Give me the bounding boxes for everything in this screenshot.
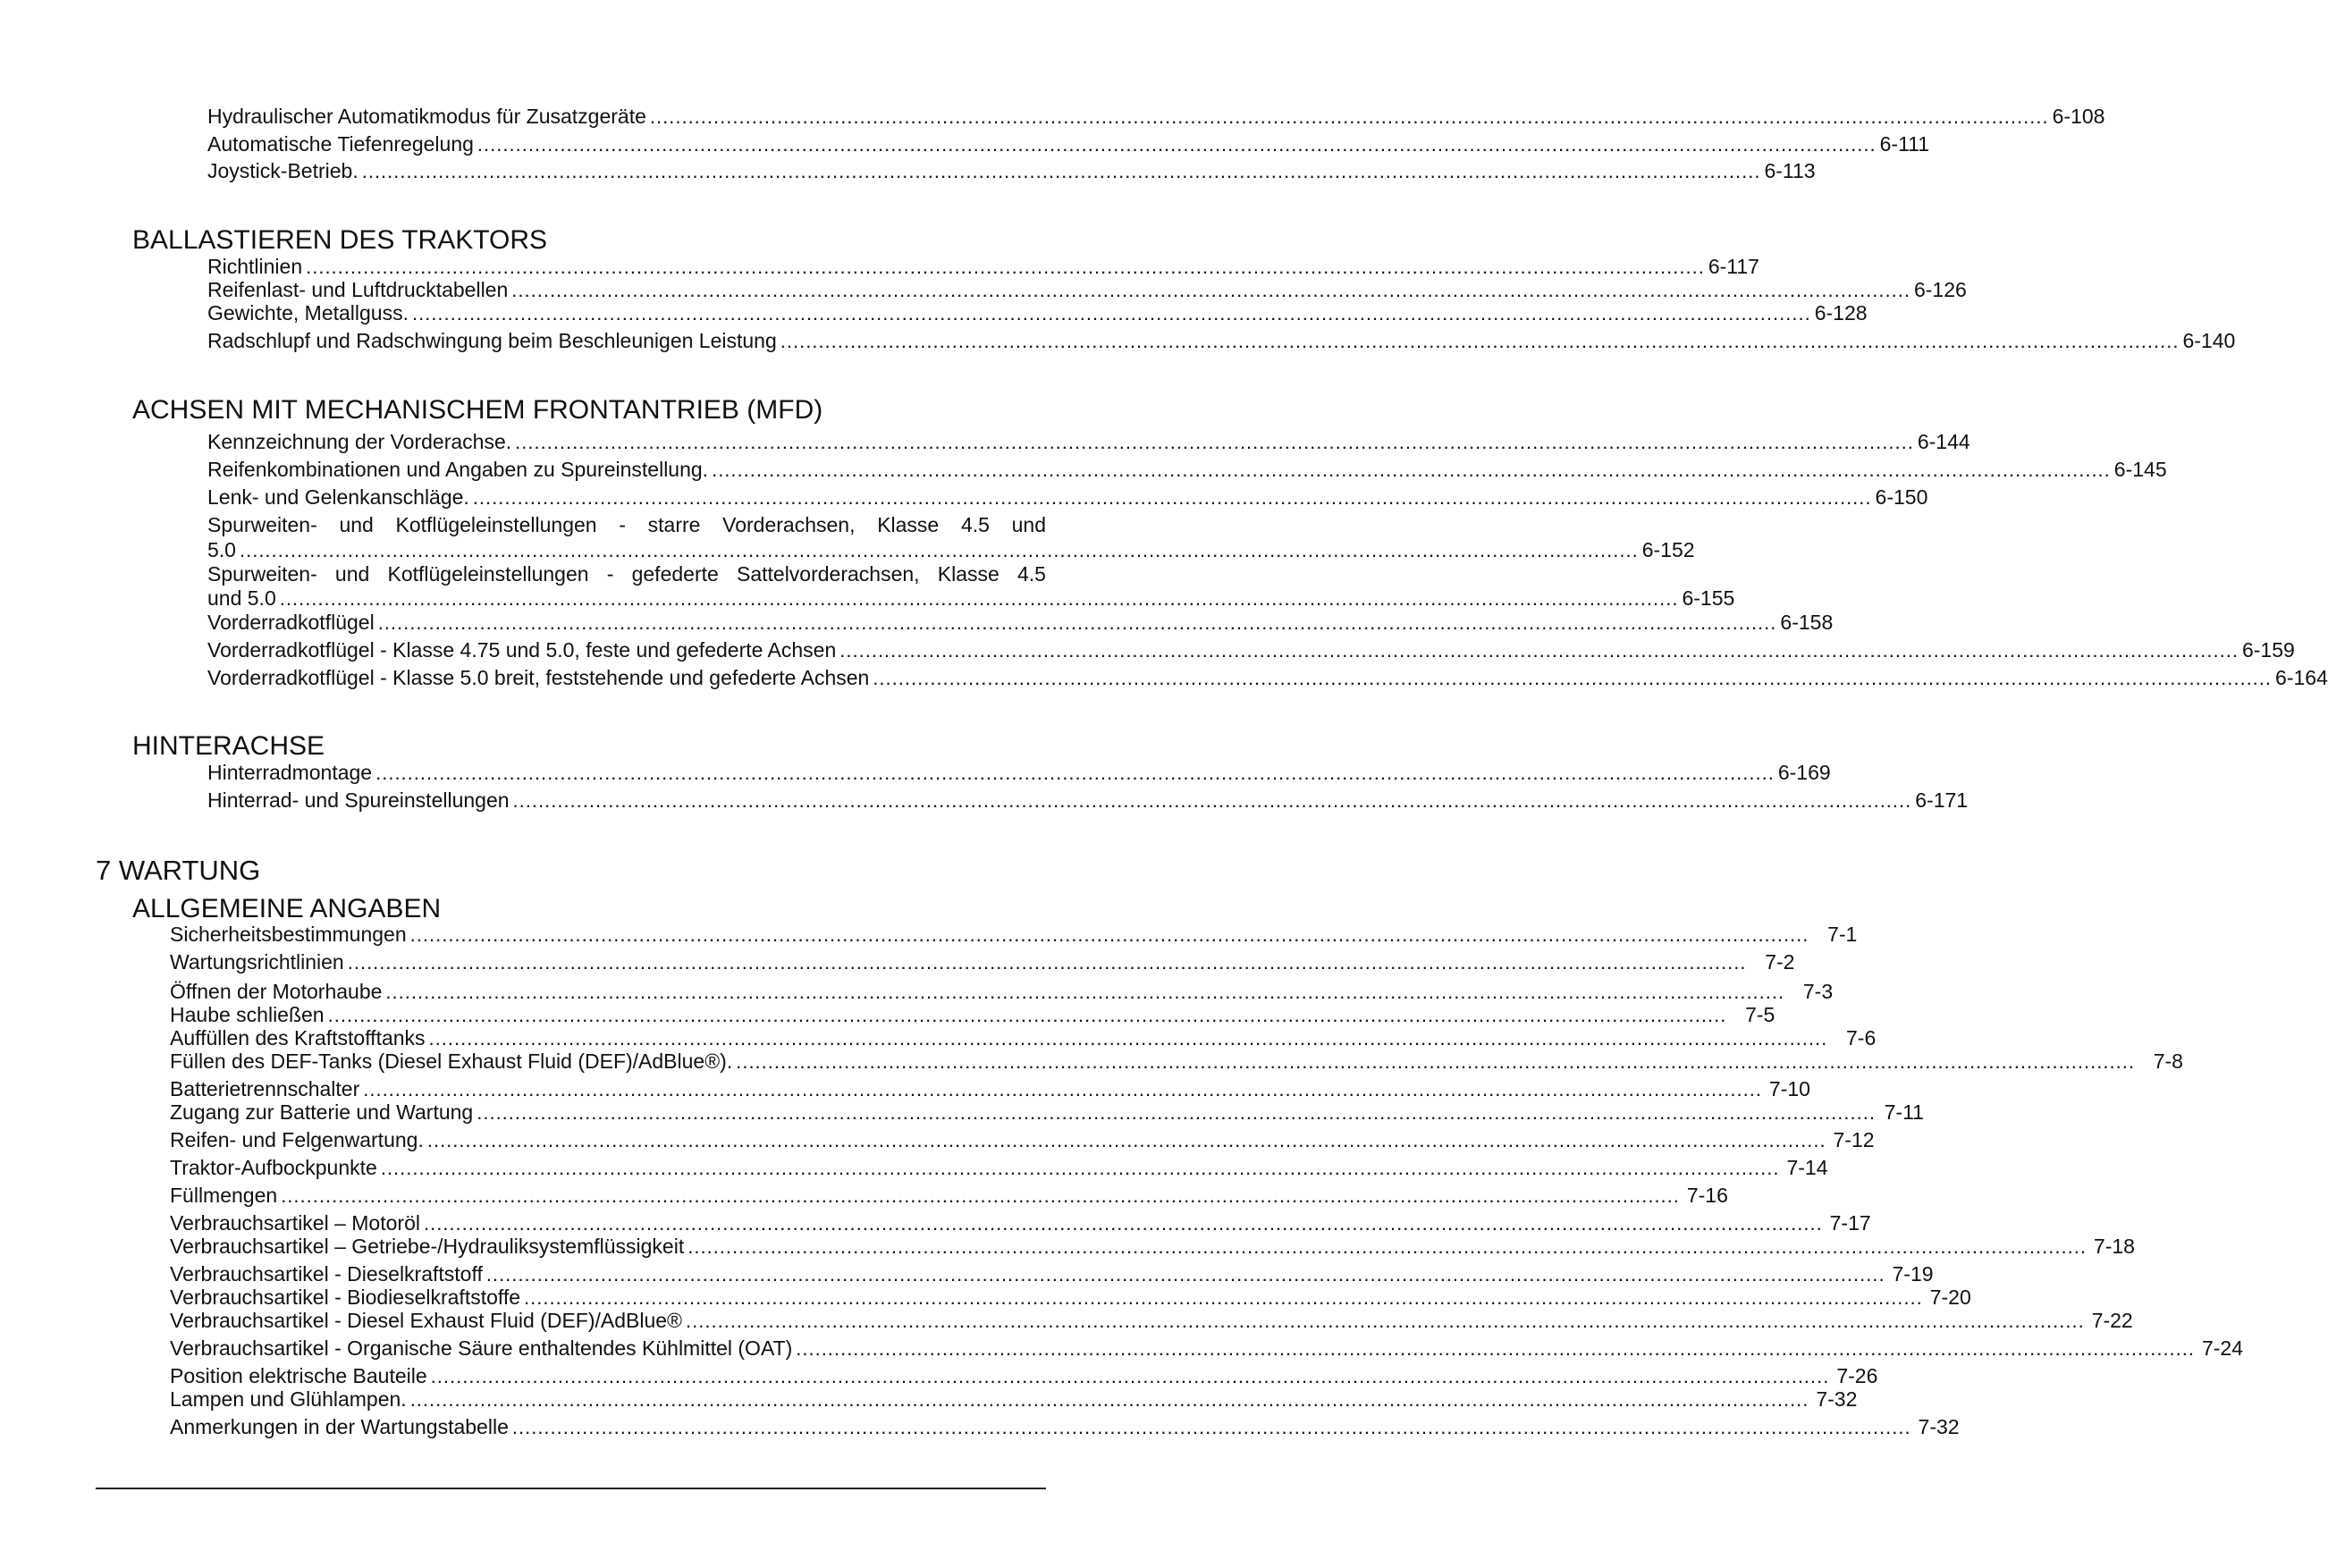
dot-leader: ............................................................................................................................................................................................................................ [796, 1337, 2196, 1360]
dot-leader: ............................................................................................................................................................................................................................ [347, 951, 1747, 974]
toc-entry-page: 6-159 [2241, 638, 2295, 662]
section-heading-mfd: ACHSEN MIT MECHANISCHEM FRONTANTRIEB (MFD) [132, 395, 823, 425]
toc-entry-page: 7-5 [1745, 1003, 1776, 1026]
dot-leader: ............................................................................................................................................................................................................................ [239, 539, 1639, 561]
toc-entry-page: 6-145 [2113, 458, 2167, 481]
toc-entry-page: 6-126 [1913, 278, 1967, 301]
toc-entry-title: Lampen und Glühlampen. [170, 1387, 407, 1411]
word: 4.5 [1016, 562, 1046, 586]
dot-leader: ............................................................................................................................................................................................................................ [361, 160, 1761, 182]
toc-entry[interactable] [207, 788, 1969, 814]
toc-entry-title: Radschlupf und Radschwingung beim Beschleunigen Leistung [207, 329, 777, 352]
toc-entry[interactable] [170, 979, 1834, 1005]
toc-entry-page: 7-24 [2201, 1336, 2244, 1360]
toc-entry-title: Kennzeichnung der Vorderachse. [207, 430, 512, 453]
chapter-heading: 7 WARTUNG [96, 855, 261, 886]
toc-entry-title: Auffüllen des Kraftstofftanks [170, 1026, 426, 1050]
toc-entry[interactable] [170, 1308, 2133, 1334]
dot-leader: ............................................................................................................................................................................................................................ [375, 762, 1775, 784]
toc-entry[interactable] [170, 1049, 2183, 1075]
dot-leader: ............................................................................................................................................................................................................................ [380, 1157, 1780, 1179]
toc-entry-title: Vorderradkotflügel [207, 611, 375, 634]
dot-leader: ............................................................................................................................................................................................................................ [377, 611, 1777, 634]
dot-leader: ............................................................................................................................................................................................................................ [780, 330, 2180, 352]
toc-entry-page: 6-171 [1915, 788, 1969, 812]
toc-entry-page: 6-117 [1708, 255, 1759, 278]
toc-entry[interactable] [207, 485, 1928, 510]
toc-entry-page: 7-2 [1765, 950, 1795, 974]
toc-entry-title: Verbrauchsartikel - Biodieselkraftstoffe [170, 1286, 521, 1309]
dot-leader: ............................................................................................................................................................................................................................ [428, 1027, 1828, 1050]
word: und [334, 562, 370, 586]
dot-leader: ............................................................................................................................................................................................................................ [430, 1365, 1830, 1387]
toc-entry-title: Hydraulischer Automatikmodus für Zusatzgeräte [207, 105, 646, 128]
dot-leader: ............................................................................................................................................................................................................................ [472, 486, 1872, 509]
toc-entry-title: Füllmengen [170, 1184, 278, 1207]
dot-leader: ............................................................................................................................................................................................................................ [873, 667, 2273, 689]
toc-entry-title: Füllen des DEF-Tanks (Diesel Exhaust Fluid (DEF)/AdBlue®). [170, 1050, 733, 1073]
toc-entry-title: Hinterrad- und Spureinstellungen [207, 788, 510, 812]
toc-entry-title: Reifen- und Felgenwartung. [170, 1128, 424, 1151]
dot-leader: ............................................................................................................................................................................................................................ [306, 256, 1705, 278]
toc-entry[interactable] [170, 1210, 1871, 1236]
toc-entry-title: Richtlinien [207, 255, 303, 278]
dot-leader: ............................................................................................................................................................................................................................ [511, 1416, 1911, 1438]
toc-entry-title: Batterietrennschalter [170, 1077, 360, 1100]
dot-leader: ............................................................................................................................................................................................................................ [839, 639, 2239, 662]
toc-entry-page: 6-144 [1917, 430, 1970, 453]
toc-entry-page: 6-113 [1764, 159, 1816, 182]
dot-leader: ............................................................................................................................................................................................................................ [423, 1212, 1823, 1235]
word: - [606, 562, 614, 586]
toc-entry[interactable] [170, 1414, 1960, 1440]
word: Klasse [937, 562, 1000, 586]
toc-entry-page: 6-150 [1875, 485, 1928, 509]
toc-entry-wrapped-line[interactable] [207, 512, 1046, 537]
toc-entry[interactable] [170, 1100, 1924, 1125]
toc-entry-page: 6-152 [1641, 538, 1695, 561]
toc-entry-page: 6-169 [1777, 761, 1831, 784]
toc-entry-page: 6-155 [1682, 586, 1735, 610]
dot-leader: ............................................................................................................................................................................................................................ [279, 587, 1679, 610]
toc-entry-title: Lenk- und Gelenkanschläge. [207, 485, 469, 509]
toc-entry-title: Anmerkungen in der Wartungstabelle [170, 1415, 509, 1438]
toc-entry-title: Verbrauchsartikel - Dieselkraftstoff [170, 1262, 483, 1286]
toc-entry[interactable] [207, 254, 1759, 280]
dot-leader: ............................................................................................................................................................................................................................ [426, 1129, 1826, 1151]
toc-entry-page: 7-14 [1786, 1156, 1828, 1179]
word: und [339, 513, 374, 536]
toc-entry-title: Öffnen der Motorhaube [170, 980, 383, 1003]
word: Spurweiten- [207, 513, 317, 536]
toc-entry-page: 7-3 [1802, 980, 1834, 1003]
toc-entry[interactable] [207, 429, 1970, 455]
toc-entry[interactable] [170, 1387, 1858, 1412]
toc-entry[interactable] [207, 104, 2105, 130]
word: Kotflügeleinstellungen [387, 562, 589, 586]
toc-entry-title: Wartungsrichtlinien [170, 950, 344, 974]
toc-entry[interactable] [170, 1363, 1878, 1389]
toc-entry[interactable] [170, 1285, 1971, 1311]
toc-entry-page: 7-32 [1918, 1415, 1960, 1438]
word: starre [647, 513, 701, 536]
word: Vorderachsen, [722, 513, 856, 536]
toc-entry-title: Position elektrische Bauteile [170, 1364, 427, 1387]
dot-leader: ............................................................................................................................................................................................................................ [477, 1101, 1876, 1124]
word: 4.5 [960, 513, 990, 536]
word: - [619, 513, 626, 536]
toc-entry[interactable] [207, 760, 1831, 786]
toc-entry-page: 7-32 [1816, 1387, 1858, 1411]
dot-leader: ............................................................................................................................................................................................................................ [712, 459, 2111, 481]
toc-entry-page: 7-11 [1884, 1100, 1924, 1124]
word: und [1011, 513, 1046, 536]
footer-rule [96, 1488, 1046, 1489]
word: Spurweiten- [207, 562, 317, 586]
toc-entry-title: Reifenkombinationen und Angaben zu Spureinstellung. [207, 458, 709, 481]
toc-entry-page: 7-20 [1929, 1286, 1971, 1309]
toc-entry[interactable] [170, 1025, 1877, 1051]
toc-entry-page: 7-18 [2093, 1235, 2135, 1258]
toc-entry-page: 7-22 [2091, 1309, 2133, 1332]
toc-entry-title: Traktor-Aufbockpunkte [170, 1156, 377, 1179]
dot-leader: ............................................................................................................................................................................................................................ [411, 302, 1811, 325]
toc-entry[interactable] [170, 1127, 1875, 1153]
toc-entry[interactable] [170, 1261, 1934, 1287]
dot-leader: ............................................................................................................................................................................................................................ [686, 1310, 2085, 1332]
toc-entry-title: Sicherheitsbestimmungen [170, 923, 407, 946]
dot-leader: ............................................................................................................................................................................................................................ [736, 1050, 2135, 1073]
toc-entry-title: Hinterradmontage [207, 761, 373, 784]
dot-leader: ............................................................................................................................................................................................................................ [327, 1004, 1727, 1026]
toc-entry[interactable] [207, 158, 1816, 184]
toc-entry[interactable] [207, 300, 1868, 326]
toc-entry-page: 6-111 [1879, 132, 1930, 156]
toc-entry-title: Verbrauchsartikel - Diesel Exhaust Fluid (DEF)/AdBlue® [170, 1309, 683, 1332]
toc-entry[interactable] [207, 537, 1695, 563]
dot-leader: ............................................................................................................................................................................................................................ [281, 1184, 1680, 1207]
toc-entry[interactable] [207, 610, 1834, 636]
section-heading-rear-axle: HINTERACHSE [132, 731, 325, 761]
toc-entry-title: Vorderradkotflügel - Klasse 5.0 breit, feststehende und gefederte Achsen [207, 666, 870, 689]
toc-entry[interactable] [170, 1002, 1776, 1028]
dot-leader: ............................................................................................................................................................................................................................ [524, 1286, 1923, 1309]
toc-entry-title: Verbrauchsartikel – Getriebe-/Hydrauliksystemflüssigkeit [170, 1235, 685, 1258]
toc-entry-wrapped-line[interactable] [207, 561, 1046, 586]
toc-entry[interactable] [207, 586, 1735, 611]
toc-entry-title: 5.0 [207, 538, 236, 561]
toc-entry-page: 6-164 [2275, 666, 2328, 689]
toc-entry-page: 7-8 [2153, 1050, 2183, 1073]
toc-entry-page: 6-140 [2182, 329, 2236, 352]
dot-leader: ............................................................................................................................................................................................................................ [477, 133, 1877, 156]
toc-entry[interactable] [207, 277, 1967, 303]
toc-entry-title: Gewichte, Metallguss. [207, 301, 409, 325]
toc-entry-page: 7-1 [1827, 923, 1858, 946]
dot-leader: ............................................................................................................................................................................................................................ [485, 1263, 1885, 1286]
toc-entry-title: Reifenlast- und Luftdrucktabellen [207, 278, 509, 301]
toc-entry-page: 7-19 [1892, 1262, 1934, 1286]
toc-entry[interactable] [170, 1155, 1828, 1181]
section-heading-ballast: BALLASTIEREN DES TRAKTORS [132, 225, 548, 255]
word: Sattelvorderachsen, [736, 562, 920, 586]
toc-entry-title: und 5.0 [207, 586, 276, 610]
dot-leader: ............................................................................................................................................................................................................................ [511, 279, 1910, 301]
toc-entry-title: Automatische Tiefenregelung [207, 132, 474, 156]
dot-leader: ............................................................................................................................................................................................................................ [409, 1388, 1809, 1411]
dot-leader: ............................................................................................................................................................................................................................ [409, 923, 1809, 946]
toc-entry-title: Verbrauchsartikel - Organische Säure enthaltendes Kühlmittel (OAT) [170, 1336, 793, 1360]
toc-entry[interactable] [207, 328, 2236, 354]
dot-leader: ............................................................................................................................................................................................................................ [649, 105, 2049, 128]
toc-entry-page: 7-17 [1829, 1211, 1871, 1235]
toc-entry[interactable] [207, 131, 1930, 157]
section-heading-general: ALLGEMEINE ANGABEN [132, 894, 442, 923]
toc-entry-page: 6-108 [2052, 105, 2105, 128]
toc-entry-title: Zugang zur Batterie und Wartung [170, 1100, 474, 1124]
toc-entry-page: 7-16 [1686, 1184, 1728, 1207]
toc-entry-page: 7-6 [1846, 1026, 1877, 1050]
toc-entry[interactable] [170, 1234, 2135, 1260]
toc-entry-title: Joystick-Betrieb. [207, 159, 358, 182]
toc-entry[interactable] [170, 949, 1795, 975]
toc-entry-page: 7-12 [1833, 1128, 1875, 1151]
toc-entry-page: 6-158 [1780, 611, 1834, 634]
toc-entry[interactable] [170, 1183, 1728, 1209]
toc-entry-title: Vorderradkotflügel - Klasse 4.75 und 5.0, feste und gefederte Achsen [207, 638, 837, 662]
dot-leader: ............................................................................................................................................................................................................................ [385, 981, 1785, 1003]
toc-entry-title: Verbrauchsartikel – Motoröl [170, 1211, 420, 1235]
toc-entry-page: 6-128 [1814, 301, 1868, 325]
toc-entry[interactable] [170, 1076, 1810, 1102]
dot-leader: ............................................................................................................................................................................................................................ [363, 1078, 1762, 1100]
toc-entry[interactable] [207, 637, 2295, 663]
dot-leader: ............................................................................................................................................................................................................................ [687, 1235, 2087, 1258]
word: Klasse [877, 513, 940, 536]
word: Kotflügeleinstellungen [395, 513, 597, 536]
toc-entry[interactable] [170, 922, 1858, 948]
dot-leader: ............................................................................................................................................................................................................................ [515, 431, 1914, 453]
dot-leader: ............................................................................................................................................................................................................................ [512, 789, 1912, 812]
toc-entry-title: Haube schließen [170, 1003, 325, 1026]
toc-entry[interactable] [170, 1336, 2244, 1361]
toc-entry[interactable] [207, 665, 2328, 691]
toc-entry-page: 7-26 [1836, 1364, 1878, 1387]
toc-entry[interactable] [207, 457, 2167, 483]
word: gefederte [631, 562, 719, 586]
toc-entry-page: 7-10 [1768, 1077, 1810, 1100]
